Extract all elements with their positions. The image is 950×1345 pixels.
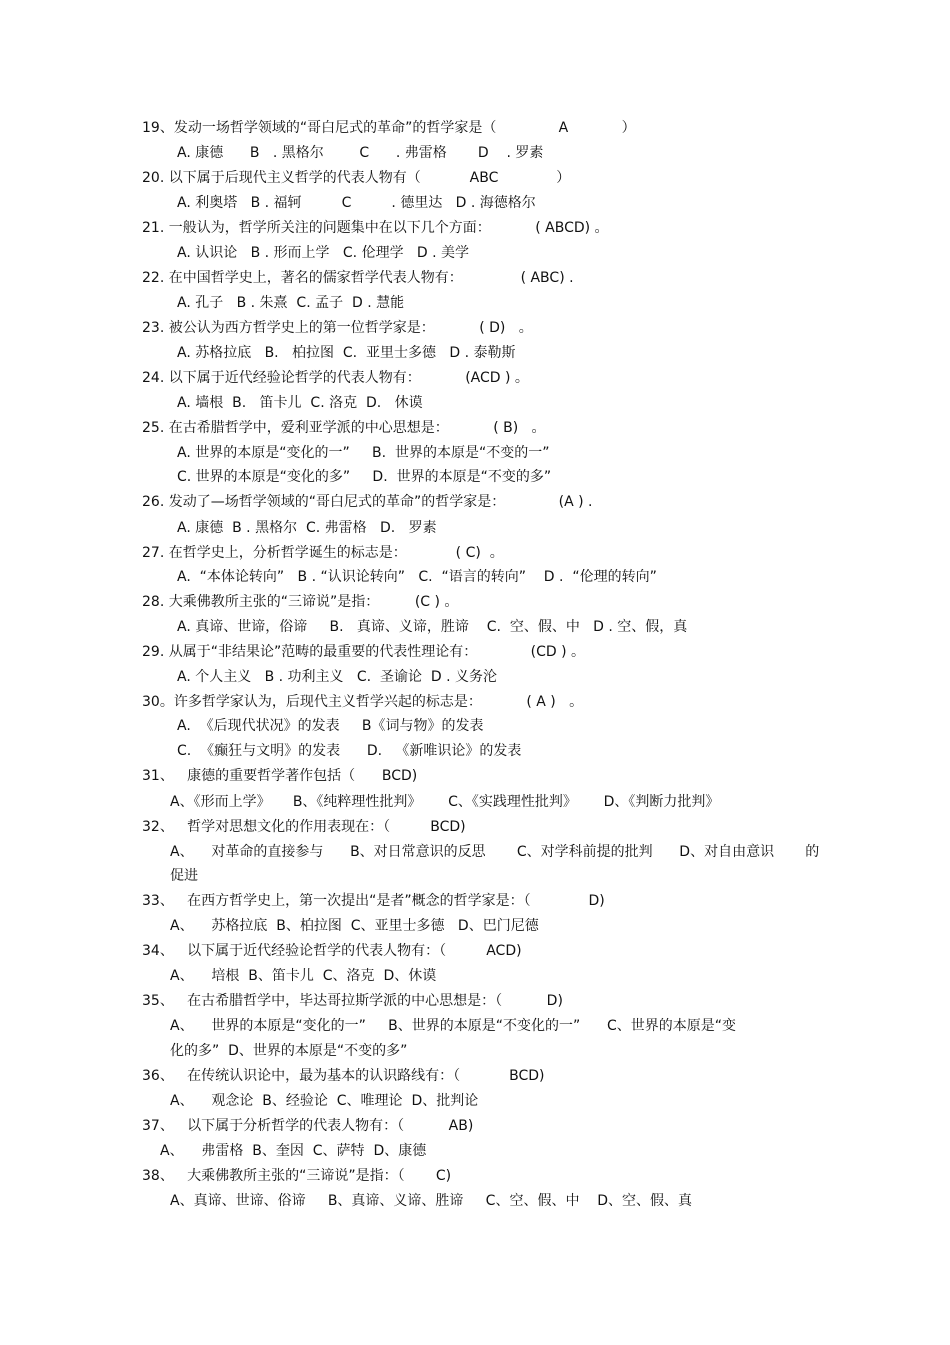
options-35-cont: 化的多” D、世界的本原是“不变的多” [170,1043,408,1059]
question-25: 25. 在古希腊哲学中，爱利亚学派的中心思想是： ( B) 。 [142,420,546,436]
options-26: A. 康德 B . 黑格尔 C. 弗雷格 D. 罗素 [177,520,437,536]
options-37: A、 弗雷格 B、奎因 C、萨特 D、康德 [160,1143,427,1159]
options-24: A. 墙根 B. 笛卡儿 C. 洛克 D. 休谟 [177,395,423,411]
options-19: A. 康德 B . 黑格尔 C . 弗雷格 D . 罗素 [177,145,544,161]
question-23: 23. 被公认为西方哲学史上的第一位哲学家是： ( D) 。 [142,320,533,336]
question-30: 30。许多哲学家认为，后现代主义哲学兴起的标志是： ( A ) 。 [142,694,584,710]
options-33: A、 苏格拉底 B、柏拉图 C、亚里士多德 D、巴门尼德 [170,918,539,934]
options-30-cd: C. 《癫狂与文明》的发表 D. 《新唯识论》的发表 [177,743,522,759]
options-36: A、 观念论 B、经验论 C、唯理论 D、批判论 [170,1093,479,1109]
options-35: A、 世界的本原是“变化的一” B、世界的本原是“不变化的一” C、世界的本原是“变 [170,1018,736,1034]
question-22: 22. 在中国哲学史上，著名的儒家哲学代表人物有： ( ABC) . [142,270,574,286]
options-23: A. 苏格拉底 B. 柏拉图 C. 亚里士多德 D . 泰勒斯 [177,345,516,361]
question-35: 35、 在古希腊哲学中，毕达哥拉斯学派的中心思想是：（ D) [142,993,563,1009]
question-36: 36、 在传统认识论中，最为基本的认识路线有：（ BCD) [142,1068,545,1084]
options-22: A. 孔子 B . 朱熹 C. 孟子 D . 慧能 [177,295,405,311]
options-38: A、真谛、世谛、俗谛 B、真谛、义谛、胜谛 C、空、假、中 D、空、假、真 [170,1193,693,1209]
question-34: 34、 以下属于近代经验论哲学的代表人物有：（ ACD) [142,943,522,959]
question-21: 21. 一般认为，哲学所关注的问题集中在以下几个方面： ( ABCD) 。 [142,220,609,236]
question-33: 33、 在西方哲学史上，第一次提出“是者”概念的哲学家是：（ D) [142,893,605,909]
options-34: A、 培根 B、笛卡儿 C、洛克 D、休谟 [170,968,437,984]
options-28: A. 真谛、世谛，俗谛 B. 真谛、义谛，胜谛 C. 空、假、中 D . 空、假，真 [177,619,688,635]
options-20: A. 利奥塔 B . 福轲 C . 德里达 D . 海德格尔 [177,195,536,211]
options-21: A. 认识论 B . 形而上学 C. 伦理学 D . 美学 [177,245,470,261]
question-37: 37、 以下属于分析哲学的代表人物有：（ AB) [142,1118,474,1134]
options-32: A、 对革命的直接参与 B、对日常意识的反思 C、对学科前提的批判 D、对自由意识 的 [170,844,820,860]
question-24: 24. 以下属于近代经验论哲学的代表人物有： (ACD ) 。 [142,370,529,386]
options-31: A、《形而上学》 B、《纯粹理性批判》 C、《实践理性批判》 D、《判断力批判》 [170,794,720,810]
question-19: 19、发动一场哲学领域的“哥白尼式的革命”的哲学家是（ A ） [142,120,636,136]
options-30-ab: A. 《后现代状况》的发表 B《词与物》的发表 [177,718,484,734]
question-32: 32、 哲学对思想文化的作用表现在：（ BCD) [142,819,466,835]
question-28: 28. 大乘佛教所主张的“三谛说”是指： (C ) 。 [142,594,459,610]
question-27: 27. 在哲学史上，分析哲学诞生的标志是： ( C) 。 [142,545,504,561]
question-20: 20. 以下属于后现代主义哲学的代表人物有（ ABC ） [142,170,571,186]
question-38: 38、 大乘佛教所主张的“三谛说”是指：（ C) [142,1168,452,1184]
options-29: A. 个人主义 B . 功利主义 C. 圣谕论 D . 义务沦 [177,669,498,685]
question-29: 29. 从属于“非结果论”范畴的最重要的代表性理论有： (CD ) 。 [142,644,586,660]
options-32-cont: 促进 [170,868,198,884]
question-26: 26. 发动了—场哲学领域的“哥白尼式的革命”的哲学家是： (A ) . [142,494,593,510]
options-27: A. “本体论转向” B . “认识论转向” C. “语言的转向” D . “伦理的转向” [177,569,657,585]
question-31: 31、 康德的重要哲学著作包括（ BCD) [142,768,418,784]
options-25-cd: C. 世界的本原是“变化的多” D. 世界的本原是“不变的多” [177,469,552,485]
options-25-ab: A. 世界的本原是“变化的一” B. 世界的本原是“不变的一” [177,445,550,461]
